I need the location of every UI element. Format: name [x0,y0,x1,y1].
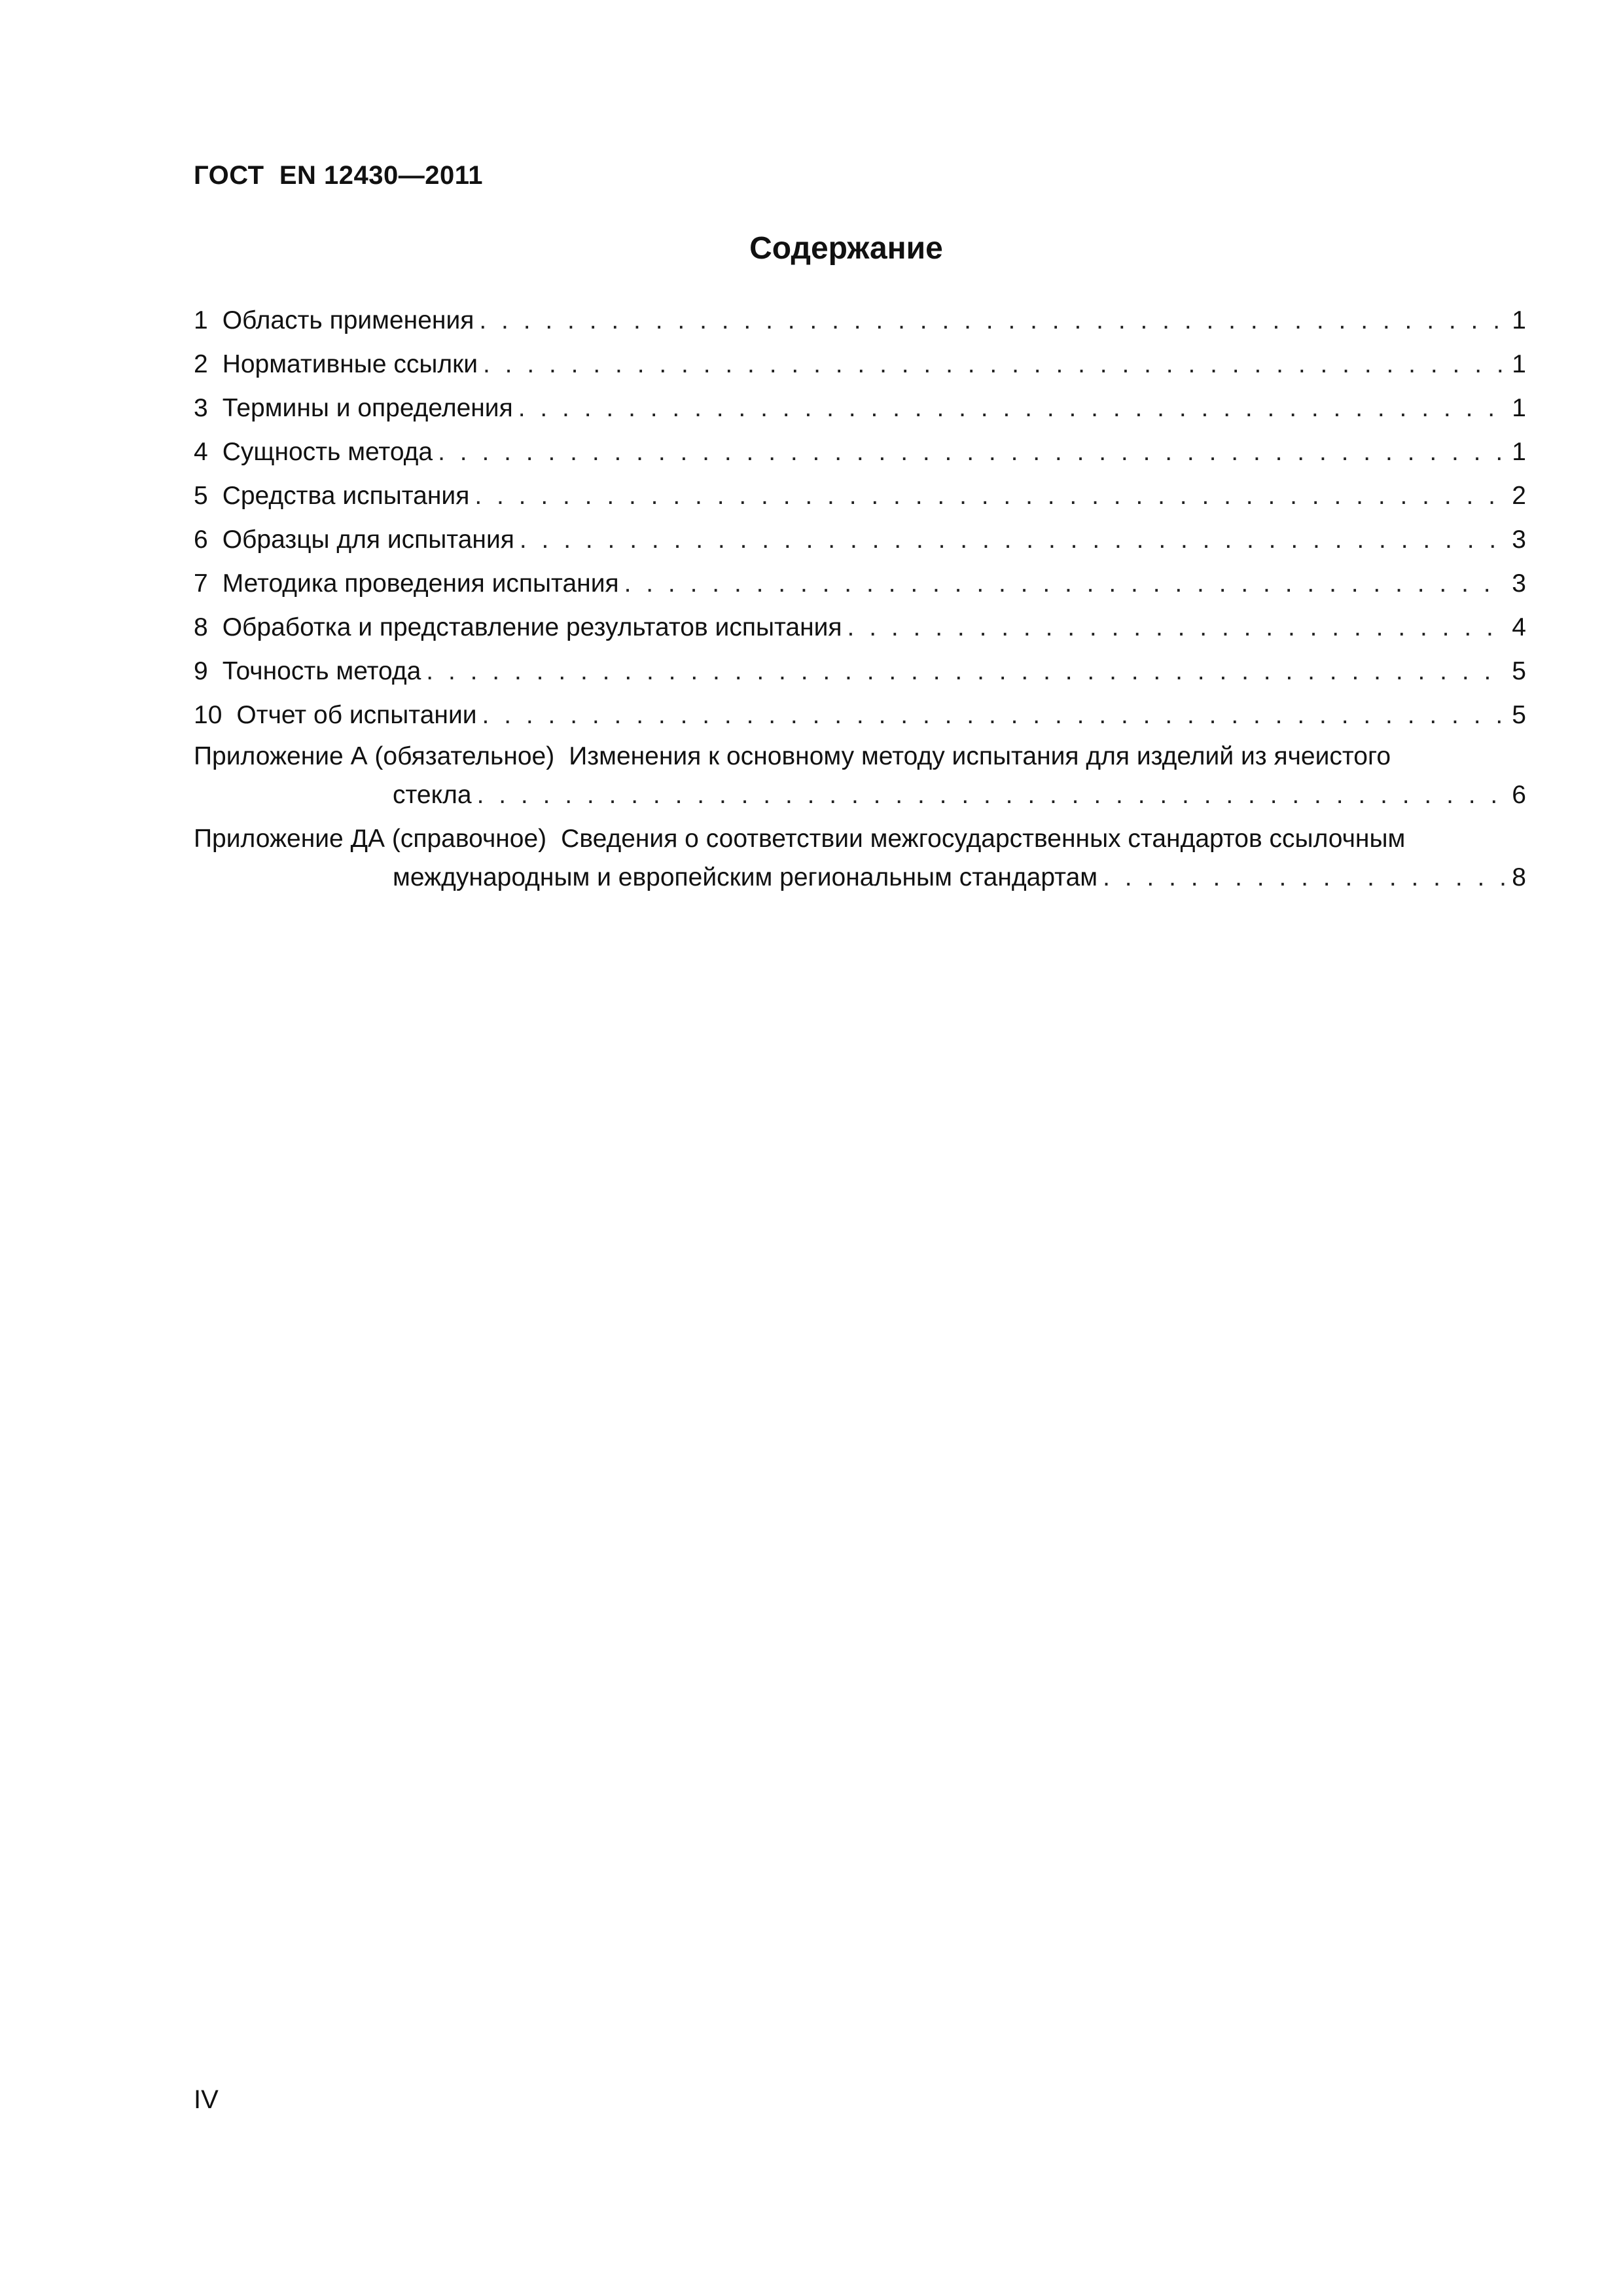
toc-entry-label: Область применения [222,306,474,334]
toc-entry-page: 1 [1512,394,1526,422]
toc-entry-page: 3 [1512,569,1526,598]
table-of-contents [194,298,1526,902]
appendix-prefix: Приложение А (обязательное) [194,742,555,770]
toc-title: Содержание [749,231,943,266]
toc-entry-label: Методика проведения испытания [222,569,619,598]
toc-entry-page: 1 [1512,306,1526,334]
appendix-first-line [194,737,1526,776]
toc-entry-number: 4 [194,438,208,466]
dot-leader [438,430,1505,474]
toc-entry-label: Обработка и представление результатов испытания [222,613,842,641]
toc-entry-label: Нормативные ссылки [222,350,478,378]
toc-entry-label: Образцы для испытания [222,526,514,554]
dot-leader [479,298,1505,342]
toc-entry-label: Термины и определения [222,394,513,422]
dot-leader [426,649,1505,693]
toc-entry-9[interactable] [194,649,1526,693]
dot-leader [474,474,1505,518]
toc-entry-4[interactable] [194,430,1526,474]
toc-entry-page: 6 [1512,781,1526,809]
appendix-second-line [393,858,1526,902]
toc-entry-number: 6 [194,526,208,554]
toc-entry-page: 1 [1512,438,1526,466]
toc-entry-number: 5 [194,482,208,510]
toc-entry-3[interactable] [194,386,1526,430]
dot-leader [1103,858,1505,897]
toc-entry-number: 9 [194,657,208,685]
toc-entry-label: Точность метода [222,657,421,685]
toc-entry-number: 8 [194,613,208,641]
toc-entry-label: Сущность метода [222,438,433,466]
toc-entry-page: 3 [1512,526,1526,554]
toc-entry-number: 1 [194,306,208,334]
toc-entry-page: 8 [1512,863,1526,891]
toc-entry-number: 3 [194,394,208,422]
toc-entry-page: 4 [1512,613,1526,641]
toc-entry-6[interactable] [194,518,1526,562]
toc-entry-7[interactable] [194,562,1526,605]
dot-leader [847,605,1505,649]
toc-entry-page: 5 [1512,657,1526,685]
toc-entry-page: 5 [1512,701,1526,729]
toc-entry-number: 10 [194,701,223,729]
dot-leader [483,342,1505,386]
dot-leader [477,776,1505,814]
toc-entry-2[interactable] [194,342,1526,386]
appendix-second-line [393,776,1526,819]
appendix-title-line2: международным и европейским региональным стандартам [393,863,1098,891]
dot-leader [518,386,1505,430]
document-header: ГОСТ EN 12430—2011 [194,161,483,190]
toc-appendix-da[interactable] [194,819,1526,902]
toc-entry-label: Отчет об испытании [236,701,477,729]
toc-entry-page: 2 [1512,482,1526,510]
toc-entry-number: 2 [194,350,208,378]
toc-entry-page: 1 [1512,350,1526,378]
appendix-prefix: Приложение ДА (справочное) [194,825,547,853]
appendix-title-line1: Изменения к основному методу испытания для изделий из ячеистого [569,742,1391,770]
dot-leader [520,518,1505,562]
toc-entry-10[interactable] [194,693,1526,737]
toc-appendix-a[interactable] [194,737,1526,819]
toc-entry-label: Средства испытания [222,482,470,510]
page-number: IV [194,2085,219,2114]
appendix-first-line [194,819,1526,858]
dot-leader [482,693,1505,737]
appendix-title-line2: стекла [393,781,472,809]
appendix-title-line1: Сведения о соответствии межгосударственных стандартов ссылочным [561,825,1406,853]
toc-entry-1[interactable] [194,298,1526,342]
toc-entry-5[interactable] [194,474,1526,518]
toc-entry-8[interactable] [194,605,1526,649]
toc-entry-number: 7 [194,569,208,598]
dot-leader [624,562,1505,605]
